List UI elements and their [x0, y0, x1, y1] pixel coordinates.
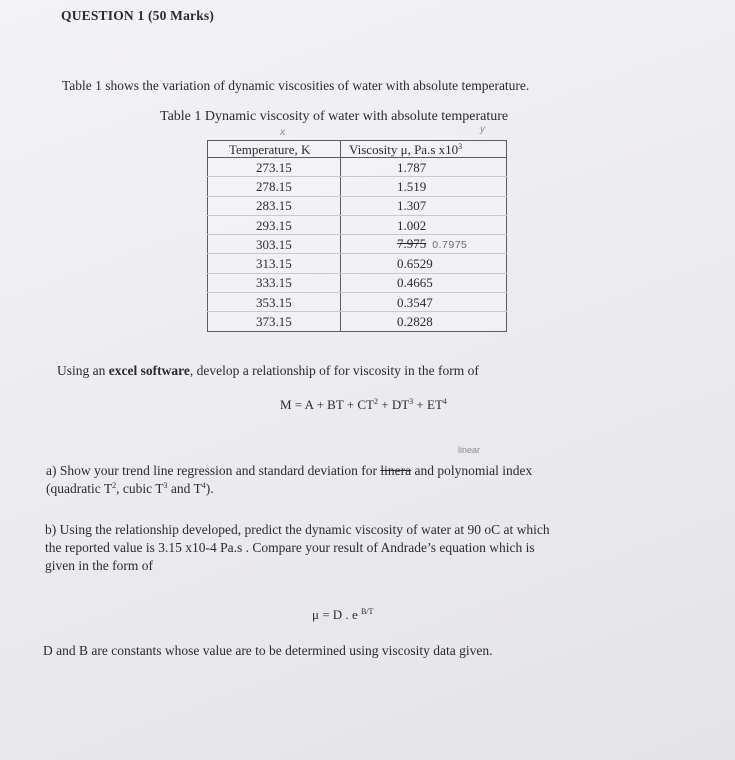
cell-temperature: 303.15 [208, 235, 341, 254]
table-row [208, 196, 507, 215]
instruction-text: Using an excel software, develop a relationship of for viscosity in the form of [57, 363, 479, 378]
cell-temperature: 283.15 [208, 196, 341, 215]
closing-text: D and B are constants whose value are to be determined using viscosity data given. [43, 643, 493, 658]
cell-temperature: 353.15 [208, 293, 341, 312]
part-a-text: a) Show your trend line regression and standard deviation for linera and polynomial index (quadratic $T^2$, cubic $T^3$ and $T^4$). [46, 463, 533, 496]
cell-temperature: 373.15 [208, 312, 341, 331]
andrade-equation: μ = D . e $^{B/T}$ [312, 607, 374, 622]
cell-temperature: 293.15 [208, 215, 341, 234]
cell-temperature: 273.15 [208, 158, 341, 177]
cell-viscosity: 0.4665 [341, 273, 507, 292]
polynomial-equation: M = A + BT + $CT^2 + DT^3 + ET^4$ [280, 397, 447, 412]
table-row [208, 177, 507, 196]
table-row [208, 158, 507, 177]
handwritten-correction: 0.7975 [432, 238, 468, 251]
cell-viscosity [341, 235, 507, 254]
cell-temperature: 278.15 [208, 177, 341, 196]
table-caption: Table 1 Dynamic viscosity of water with absolute temperature [160, 109, 509, 124]
question-title: QUESTION 1 (50 Marks) [61, 8, 215, 23]
bold-term: excel software [108, 363, 190, 378]
viscosity-table [207, 140, 507, 332]
cell-temperature: 313.15 [208, 254, 341, 273]
cell-viscosity: 1.307 [341, 196, 507, 215]
table-row [208, 273, 507, 292]
cell-viscosity: 0.3547 [341, 293, 507, 312]
cell-viscosity: 1.787 [341, 158, 507, 177]
table-row [208, 215, 507, 234]
header-viscosity: Viscosity μ, Pa.s $x10^3$ [341, 141, 507, 158]
cell-viscosity: 1.519 [341, 177, 507, 196]
struck-value: 7.975 [397, 235, 427, 251]
handwritten-y-mark: y [480, 124, 485, 135]
handwritten-x-mark: x [280, 127, 285, 138]
part-b-text: b) Using the relationship developed, predict the dynamic viscosity of water at 90 oC at which the reported value is 3.15 x10-4 Pa.s . Compare your result of Andrade’s equation which is given in the form of [45, 522, 550, 573]
cell-temperature: 333.15 [208, 273, 341, 292]
header-temperature: Temperature, K [208, 141, 341, 158]
intro-text: Table 1 shows the variation of dynamic viscosities of water with absolute temperature. [62, 78, 530, 93]
table-row [208, 254, 507, 273]
table-row [208, 293, 507, 312]
cell-viscosity: 1.002 [341, 215, 507, 234]
table-row [208, 312, 507, 331]
table-row [208, 235, 507, 254]
cell-viscosity: 0.6529 [341, 254, 507, 273]
table-header-row [208, 141, 507, 158]
cell-viscosity: 0.2828 [341, 312, 507, 331]
handwritten-linear-note: linear [458, 445, 481, 455]
